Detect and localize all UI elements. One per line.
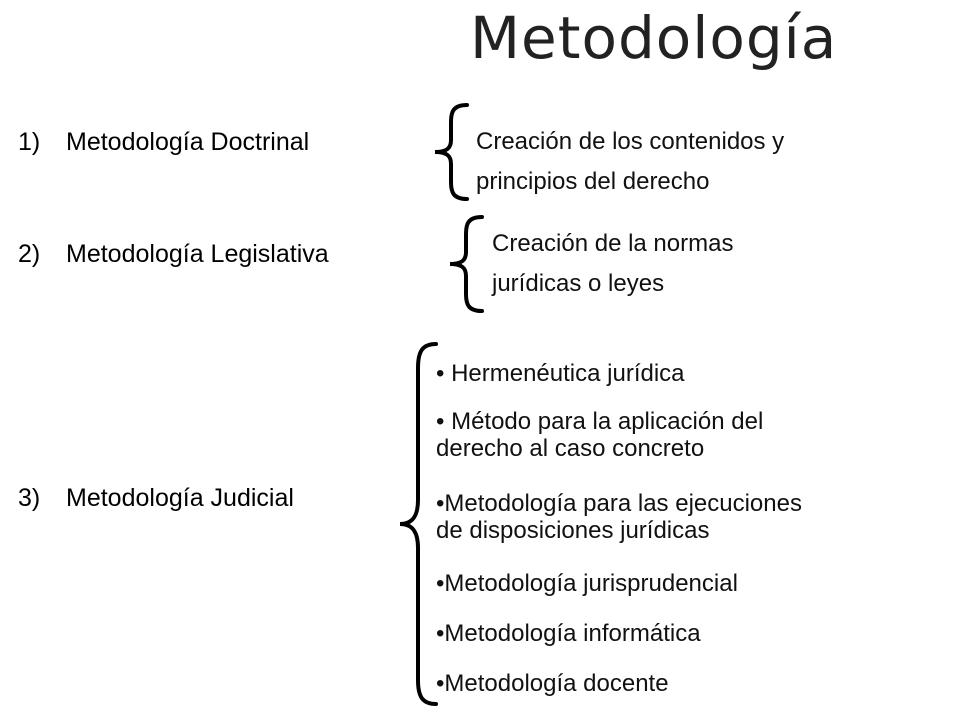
list-item: [436, 490, 802, 544]
desc-line: Creación de los contenidos y: [476, 128, 785, 155]
list-item-line: • Método para la aplicación del: [436, 408, 764, 435]
list-item-line: de disposiciones jurídicas: [436, 517, 710, 544]
desc-line: Creación de la normas: [492, 230, 734, 257]
item-number: 3): [18, 484, 41, 512]
list-item: • Hermenéutica jurídica: [436, 360, 685, 387]
item-legislativa: [18, 240, 329, 269]
list-item-line: •Metodología para las ejecuciones: [436, 490, 802, 517]
curly-brace-doctrinal: [425, 102, 475, 202]
page-title: Metodología: [470, 4, 838, 72]
item-label: Metodología Legislativa: [66, 240, 329, 268]
list-item: •Metodología docente: [436, 670, 669, 697]
desc-doctrinal: [476, 122, 916, 202]
list-item-line: derecho al caso concreto: [436, 435, 705, 462]
list-item: [436, 408, 763, 462]
item-number: 2): [18, 240, 41, 268]
desc-line: principios del derecho: [476, 168, 710, 195]
item-doctrinal: [18, 128, 309, 157]
item-judicial: [18, 484, 294, 513]
list-item: •Metodología jurisprudencial: [436, 570, 738, 597]
curly-brace-judicial: [392, 340, 442, 708]
list-item: •Metodología informática: [436, 620, 701, 647]
item-label: Metodología Judicial: [66, 484, 294, 512]
item-label: Metodología Doctrinal: [66, 128, 310, 156]
item-number: 1): [18, 128, 41, 156]
curly-brace-legislativa: [440, 214, 490, 314]
desc-legislativa: [492, 224, 932, 304]
desc-line: jurídicas o leyes: [492, 270, 665, 297]
